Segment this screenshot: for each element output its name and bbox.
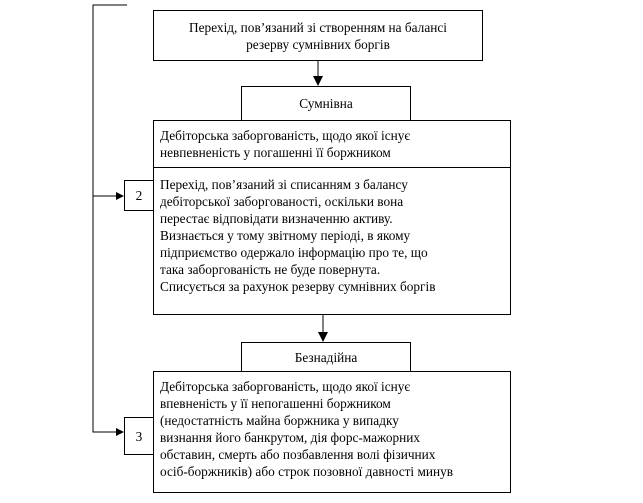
writeoff-line6: така заборгованість не буде повернута.	[160, 262, 381, 277]
arrow-to-step3	[116, 428, 124, 436]
writeoff-line5: підприємство одержало інформацію про те, що	[160, 245, 428, 260]
doubtful-line2: невпевненість у погашенні її боржником	[160, 145, 391, 160]
hopeless-line6: осіб-боржників) або строк позовної давності минув	[160, 464, 454, 479]
label-hopeless: Безнадійна	[241, 342, 411, 372]
hopeless-line4: визнання його банкрутом, дія форс-мажорних	[160, 430, 421, 445]
writeoff-line7: Списується за рахунок резерву сумнівних боргів	[160, 279, 436, 294]
doubtful-line1: Дебіторська заборгованість, щодо якої існує	[160, 128, 411, 143]
feedback-line	[93, 5, 127, 432]
writeoff-line4: Визнається у тому звітному періоді, в якому	[160, 228, 411, 243]
box-reserve-creation-line1: Перехід, пов’язаний зі створенням на балансі	[189, 19, 447, 35]
box-writeoff-description	[153, 167, 511, 315]
step-number-2: 2	[124, 180, 154, 211]
hopeless-line3: (недостатність майна боржника у випадку	[160, 413, 399, 428]
hopeless-line2: впевненість у її непогашенні боржником	[160, 396, 391, 411]
box-reserve-creation	[153, 10, 483, 61]
label-doubtful: Сумнівна	[241, 86, 411, 121]
box-hopeless-description	[153, 371, 511, 493]
hopeless-line1: Дебіторська заборгованість, щодо якої існує	[160, 379, 411, 394]
writeoff-line3: перестає відповідати визначенню активу.	[160, 211, 393, 226]
writeoff-line2: дебіторської заборгованості, оскільки вона	[160, 194, 404, 209]
step-number-3: 3	[124, 417, 154, 455]
arrow-down-2	[318, 332, 328, 342]
arrow-to-step2	[116, 192, 124, 200]
box-doubtful-description	[153, 120, 511, 168]
box-reserve-creation-line2: резерву сумнівних боргів	[246, 36, 390, 52]
writeoff-line1: Перехід, пов’язаний зі списанням з балансу	[160, 177, 408, 192]
arrow-down-1	[313, 76, 323, 86]
hopeless-line5: обставин, смерть або позбавлення волі фізичних	[160, 447, 436, 462]
